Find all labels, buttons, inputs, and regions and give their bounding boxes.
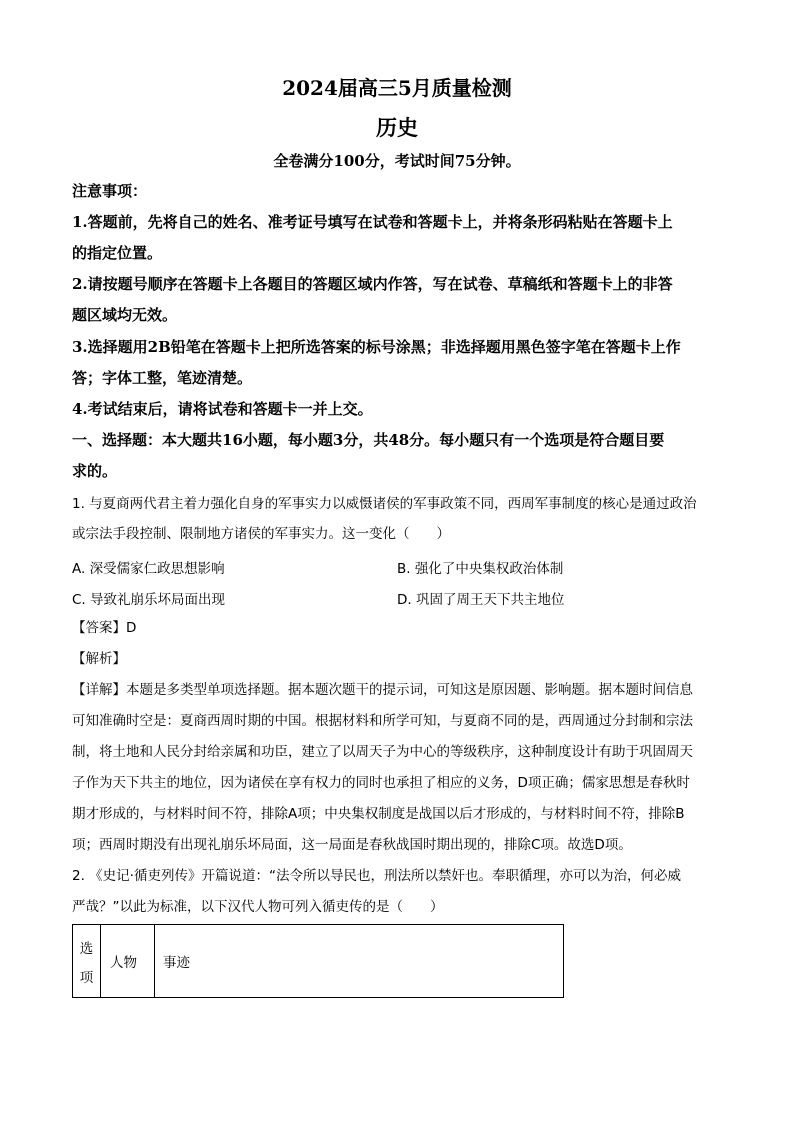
q1-analysis: 期才形成的，与材料时间不符，排除A项；中央集权制度是战国以后才形成的，与材料时间不符，排除B [72, 806, 685, 822]
q1-stem: 或宗法手段控制、限制地方诸侯的军事实力。这一变化（ ） [72, 526, 450, 542]
table-header-option [73, 925, 101, 997]
notice-line: 1.答题前，先将自己的姓名、准考证号填写在试卷和答题卡上，并将条形码粘贴在答题卡上 [72, 213, 673, 231]
notice-line: 的指定位置。 [72, 244, 163, 262]
section-heading-cont: 求的。 [72, 462, 118, 480]
q1-analysis: 可知准确时空是：夏商西周时期的中国。根据材料和所学可知，与夏商不同的是，西周通过分封制和宗法 [72, 713, 693, 729]
notice-heading: 注意事项： [72, 182, 148, 200]
q1-analysis-label: 【解析】 [72, 651, 126, 667]
notice-line: 题区域均无效。 [72, 306, 178, 324]
table-header-deeds: 事迹 [163, 955, 190, 971]
q1-analysis: 子作为天下共主的地位，因为诸侯在享有权力的同时也承担了相应的义务，D项正确；儒家思想是春秋时 [72, 775, 690, 791]
q1-option-d: D. 巩固了周王天下共主地位 [397, 592, 565, 608]
notice-line: 答；字体工整，笔迹清楚。 [72, 369, 253, 387]
q2-stem: 2. 《史记·循吏列传》开篇说道：“法令所以导民也，刑法所以禁奸也。奉职循理，亦可以为治，何必威 [72, 868, 681, 884]
table-header-option-line: 选 [79, 941, 94, 957]
table-header-option-line: 项 [79, 970, 94, 986]
notice-line: 3.选择题用2B铅笔在答题卡上把所选答案的标号涂黑；非选择题用黑色签字笔在答题卡上作 [72, 338, 681, 356]
subject-title: 历史 [376, 115, 418, 140]
q1-stem: 1. 与夏商两代君主着力强化自身的军事实力以威慑诸侯的军事政策不同，西周军事制度的核心是通过政治 [72, 496, 697, 512]
exam-title: 2024届高三5月质量检测 [282, 76, 512, 100]
table-header-person: 人物 [101, 925, 155, 997]
notice-line: 2.请按题号顺序在答题卡上各题目的答题区域内作答，写在试卷、草稿纸和答题卡上的非答 [72, 275, 673, 293]
q1-option-a: A. 深受儒家仁政思想影响 [72, 561, 225, 577]
q1-option-c: C. 导致礼崩乐坏局面出现 [72, 592, 226, 608]
q1-analysis: 项；西周时期没有出现礼崩乐坏局面，这一局面是春秋战国时期出现的，排除C项。故选D项。 [72, 837, 632, 853]
q1-option-b: B. 强化了中央集权政治体制 [397, 561, 564, 577]
notice-line: 4.考试结束后，请将试卷和答题卡一并上交。 [72, 400, 373, 418]
q1-analysis: 【详解】本题是多类型单项选择题。据本题次题干的提示词，可知这是原因题、影响题。据本题时间信息 [72, 682, 693, 698]
q2-table [72, 924, 564, 998]
q1-answer: 【答案】D [72, 620, 137, 636]
exam-subtitle: 全卷满分100分，考试时间75分钟。 [273, 152, 521, 170]
section-heading: 一、选择题：本大题共16小题，每小题3分，共48分。每小题只有一个选项是符合题目要 [72, 431, 665, 449]
q1-analysis: 制，将土地和人民分封给亲属和功臣，建立了以周天子为中心的等级秩序，这种制度设计有助于巩固周天 [72, 744, 693, 760]
q2-stem: 严哉？”以此为标准，以下汉代人物可列入循吏传的是（ ） [72, 899, 444, 915]
